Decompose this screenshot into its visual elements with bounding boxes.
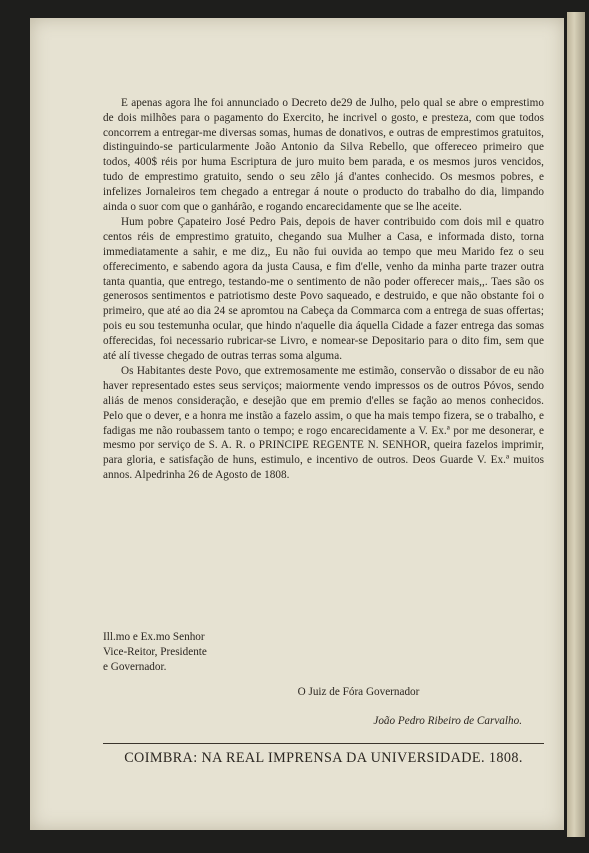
addressee-line: Vice-Reitor, Presidente [103,646,207,658]
addressee-line: Ill.mo e Ex.mo Senhor [103,631,205,643]
addressee [103,630,544,675]
imprint-rule [103,743,544,744]
document-body [103,96,544,483]
paragraph-inhabitants: Os Habitantes deste Povo, que extremosamente me estimão, conservão o dissabor de eu não haver representado estes seus serviços; maiormente vendo impressos os de outros Póvos, sendo aliás de menos consideração, e desejão que em premio d'elles se fação ao menos conhecidos. Pelo que o dever, e a honra me instão a fazelo assim, o que ha mais tempo fizera, se o trabalho, e fadigas me não roubassem tanto o tempo; e rogo encarecidamente a V. Ex.ª por me desonerar, e mesmo por serviço de S. A. R. o PRINCIPE REGENTE N. SENHOR, queira fazelos imprimir, para gloria, e satisfação de huns, estimulo, e incentivo de outros. Deos Guarde V. Ex.ª muitos annos. Alpedrinha 26 de Agosto de 1808. [103,365,544,481]
printer-imprint: COIMBRA: NA REAL IMPRENSA DA UNIVERSIDADE. 1808. [124,750,523,766]
closing-block [103,630,544,729]
signer-title: O Juiz de Fóra Governador [297,686,420,698]
addressee-line: e Governador. [103,661,167,673]
facing-page-edge [567,12,585,837]
signer-name: João Pedro Ribeiro de Carvalho. [373,715,522,727]
paragraph-decree: E apenas agora lhe foi annunciado o Decreto de29 de Julho, pelo qual se abre o emprestimo de dois milhões para o pagamento do Exercito, he incrivel o gosto, e presteza, com que todos concorrem a entregar-me diversas somas, humas de donativos, e outras de emprestimos gratuitos, distinguindo-se particularmente João Antonio da Silva Rebello, que offereceo primeiro que todos, 400$ réis por huma Escriptura de juro muito bem parada, e os mesmos juros vencidos, tudo de emprestimo gratuito, sendo o seu zêlo já d'antes conhecido. Os mesmos pobres, e infelizes Jornaleiros tem chegado a entregar á noute o producto do trabalho do dia, limpando ainda o suor com que o ganhárão, e rogando encarecidamente que se lhe aceite. [103,97,544,213]
paragraph-shoemaker: Hum pobre Çapateiro José Pedro Pais, depois de haver contribuido com dois mil e quatro centos réis de emprestimo gratuito, chegando sua Mulher a Casa, e informada disto, torna immediatamente a sahir, e me diz,, Eu não fui ouvida ao tempo que meu Marido fez o seu offerecimento, e sabendo agora da justa Causa, e fim d'elle, venho da minha parte trazer outra tanta quantia, que entrego, testando-me o sentimento de não poder offerecer mais,,. Taes são os generosos sentimentos e patriotismo deste Povo saqueado, e destruido, e que não obstante foi o primeiro, que até ao dia 24 se apromtou na Cabeça da Commarca com a entrega de suas offertas; pois eu sou testemunha ocular, que hindo n'aquelle dia áquella Cidade a fazer entrega das somas offerecidas, foi necessario rubricar-se Livro, e nomear-se Depositario para o dito fim, sem que até alí tivesse chegado de outras terras soma alguma. [103,216,544,362]
